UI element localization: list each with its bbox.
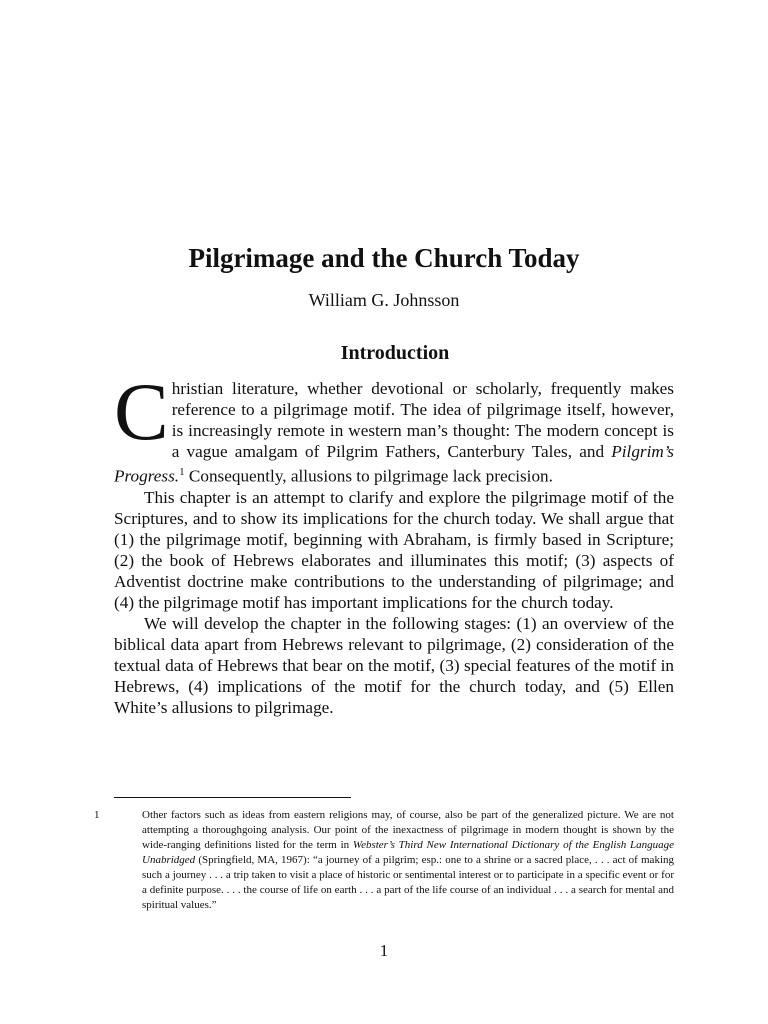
paragraph-1-text-a: hristian literature, whether devotional or scholarly, frequently makes reference to a pilgrimage motif. The idea of pilgrimage itself, however, is increasingly remote in western man’s thought: The modern concept is a vague amalgam of Pilgrim Fathers, Canterbury Tales, and [171, 379, 674, 461]
footnote-reference[interactable]: 1 [179, 466, 185, 478]
footnote-number: 1 [94, 809, 100, 821]
paragraph-1-text-b: Consequently, allusions to pilgrimage lack precision. [184, 466, 553, 486]
footnote-text-b: (Springfield, MA, 1967): “a journey of a pilgrim; esp.: one to a shrine or a sacred place, . . . act of making such a journey . . . a trip taken to visit a place of historic or sentimental interest or to participate in a specific event or for a definite purpose. . . . the course of life on earth . . . a part of the life course of an individual . . . a search for mental and spiritual values.” [142, 854, 674, 911]
footnote-body [94, 808, 674, 913]
paragraph-3: We will develop the chapter in the following stages: (1) an overview of the biblical data apart from Hebrews relevant to pilgrimage, (2) consideration of the textual data of Hebrews that bear on the motif, (3) special features of the motif in Hebrews, (4) implications of the motif for the church today, and (5) Ellen White’s allusions to pilgrimage. [114, 613, 674, 717]
body-text [114, 366, 674, 718]
page-number: 1 [379, 941, 389, 960]
book-title-italic: Pilgrim’s Progress. [114, 442, 674, 486]
footnote-divider [114, 797, 351, 798]
footnote-dictionary-title: Webster’s Third New International Dictionary of the English Language Unabridged [142, 839, 674, 866]
footnote [94, 808, 674, 913]
paragraph-2: This chapter is an attempt to clarify and explore the pilgrimage motif of the Scriptures, and to show its implications for the church today. We shall argue that (1) the pilgrimage motif, beginning with Abraham, is firmly based in Scripture; (2) the book of Hebrews elaborates and illuminates this motif; (3) aspects of Adventist doctrine make contributions to the understanding of pilgrimage; and (4) the pilgrimage motif has important implications for the church today. [114, 487, 674, 612]
article-title: Pilgrimage and the Church Today [188, 243, 580, 273]
paragraph-1 [114, 366, 674, 487]
drop-cap: C [114, 366, 169, 457]
article-author: William G. Johnsson [308, 290, 460, 310]
footnote-text-a: Other factors such as ideas from eastern religions may, of course, also be part of the generalized picture. We are not attempting a thoroughgoing analysis. Our point of the inexactness of pilgrimage in modern thought is shown by the wide-ranging definitions listed for the term in [142, 809, 674, 851]
section-heading: Introduction [340, 342, 450, 364]
